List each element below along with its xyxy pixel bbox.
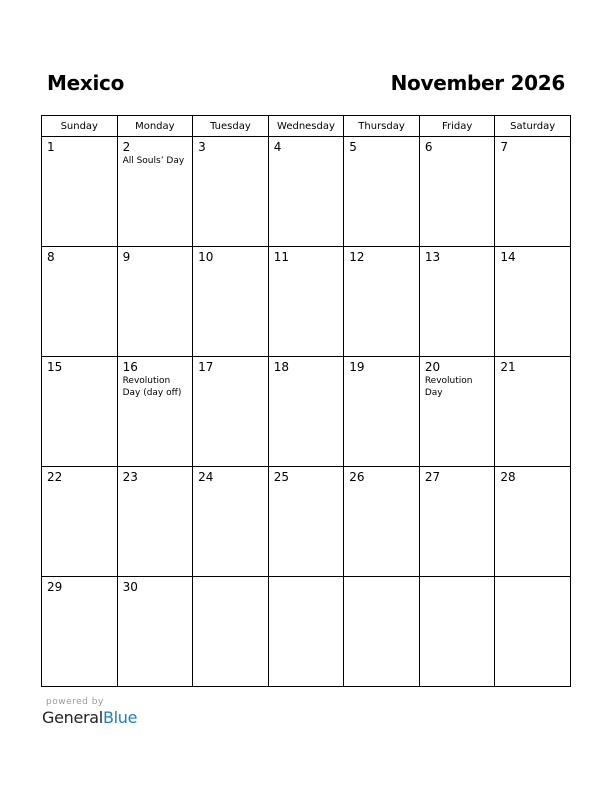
day-cell[interactable] xyxy=(42,467,118,577)
day-cell[interactable] xyxy=(495,357,571,467)
day-cell[interactable] xyxy=(495,137,571,247)
weekday-header-row xyxy=(42,116,571,137)
day-cell[interactable] xyxy=(419,137,495,247)
day-number: 16 xyxy=(122,360,138,374)
week-row xyxy=(42,467,571,577)
day-cell[interactable] xyxy=(42,247,118,357)
day-number: 21 xyxy=(500,360,516,374)
day-number: 2 xyxy=(122,140,131,154)
day-number: 8 xyxy=(47,250,55,264)
day-number: 25 xyxy=(273,470,289,484)
day-number: 1 xyxy=(47,140,55,154)
day-cell[interactable] xyxy=(419,467,495,577)
day-number: 17 xyxy=(198,360,214,374)
weekday-header: Saturday xyxy=(495,116,571,137)
holiday-label: All Souls’ Day xyxy=(122,156,185,166)
day-number: 7 xyxy=(500,140,509,154)
day-cell[interactable] xyxy=(495,467,571,577)
day-number: 24 xyxy=(198,470,214,484)
day-number: 18 xyxy=(273,360,289,374)
holiday-label: Revolution Day (day off) xyxy=(122,376,182,398)
day-number: 20 xyxy=(424,360,441,374)
week-row xyxy=(42,357,571,467)
day-cell[interactable] xyxy=(495,247,571,357)
day-cell[interactable] xyxy=(193,137,269,247)
day-cell[interactable] xyxy=(42,137,118,247)
day-number: 13 xyxy=(424,250,441,264)
day-number: 29 xyxy=(47,580,63,594)
weekday-header: Tuesday xyxy=(193,116,269,137)
day-cell[interactable] xyxy=(344,357,420,467)
weekday-header: Sunday xyxy=(42,116,118,137)
day-number: 10 xyxy=(198,250,214,264)
weekday-header: Thursday xyxy=(344,116,420,137)
day-cell[interactable] xyxy=(193,577,269,687)
powered-by-label: powered by xyxy=(46,697,104,707)
holiday-label: Revolution Day xyxy=(424,376,473,398)
weekday-header: Wednesday xyxy=(268,116,344,137)
day-cell[interactable] xyxy=(117,137,193,247)
day-number: 3 xyxy=(198,140,206,154)
day-cell[interactable] xyxy=(193,357,269,467)
calendar-grid xyxy=(41,115,571,687)
day-cell[interactable] xyxy=(193,247,269,357)
day-number: 9 xyxy=(122,250,131,264)
day-number: 23 xyxy=(122,470,138,484)
day-cell[interactable] xyxy=(117,577,193,687)
country-title: Mexico xyxy=(47,71,125,95)
day-cell[interactable] xyxy=(344,467,420,577)
day-cell[interactable] xyxy=(419,357,495,467)
day-cell[interactable] xyxy=(193,467,269,577)
day-number: 19 xyxy=(349,360,365,374)
day-cell[interactable] xyxy=(117,467,193,577)
day-cell[interactable] xyxy=(344,247,420,357)
day-cell[interactable] xyxy=(268,357,344,467)
day-number: 6 xyxy=(424,140,433,154)
day-cell[interactable] xyxy=(344,577,420,687)
day-number: 30 xyxy=(122,580,138,594)
day-cell[interactable] xyxy=(419,247,495,357)
day-cell[interactable] xyxy=(268,577,344,687)
day-cell[interactable] xyxy=(268,247,344,357)
day-cell[interactable] xyxy=(495,577,571,687)
month-title: November 2026 xyxy=(390,71,565,95)
day-cell[interactable] xyxy=(419,577,495,687)
brand-blue: Blue xyxy=(102,708,138,727)
day-number: 26 xyxy=(349,470,365,484)
day-cell[interactable] xyxy=(268,467,344,577)
day-number: 4 xyxy=(273,140,282,154)
day-cell[interactable] xyxy=(42,577,118,687)
week-row xyxy=(42,137,571,247)
week-row xyxy=(42,247,571,357)
day-cell[interactable] xyxy=(42,357,118,467)
day-number: 22 xyxy=(47,470,63,484)
weekday-header: Monday xyxy=(117,116,193,137)
day-number: 15 xyxy=(47,360,63,374)
day-number: 5 xyxy=(349,140,357,154)
day-number: 28 xyxy=(500,470,516,484)
day-cell[interactable] xyxy=(117,357,193,467)
brand-general: General xyxy=(42,708,103,727)
day-cell[interactable] xyxy=(268,137,344,247)
day-number: 27 xyxy=(424,470,441,484)
day-cell[interactable] xyxy=(117,247,193,357)
day-number: 11 xyxy=(273,250,289,264)
brand-logo[interactable] xyxy=(42,708,137,727)
weekday-header: Friday xyxy=(419,116,495,137)
day-cell[interactable] xyxy=(344,137,420,247)
week-row xyxy=(42,577,571,687)
day-number: 14 xyxy=(500,250,516,264)
day-number: 12 xyxy=(349,250,365,264)
